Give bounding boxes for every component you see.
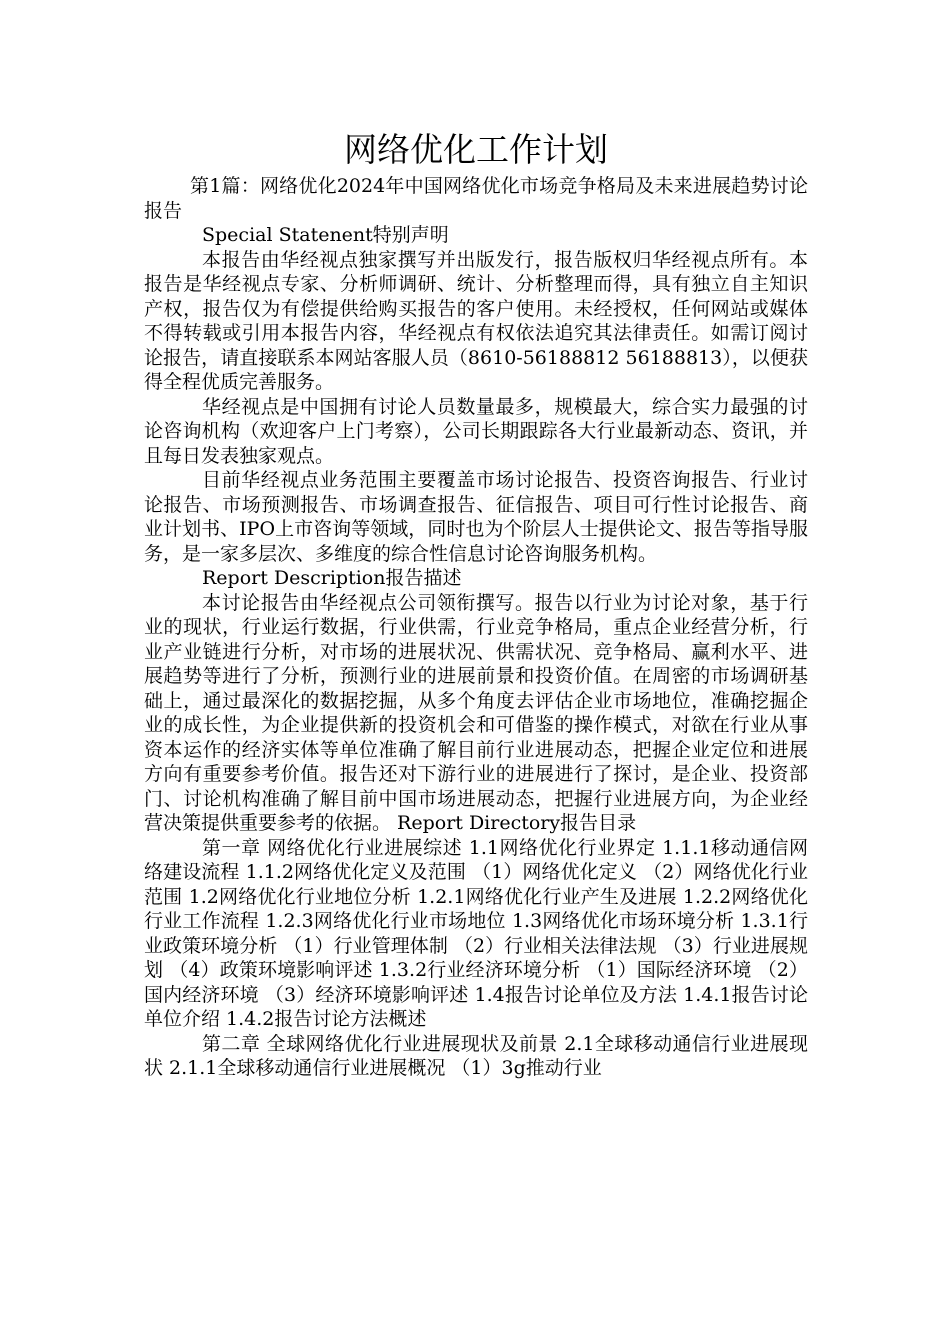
paragraph-chapter-1: 第一章 网络优化行业进展综述 1.1网络优化行业界定 1.1.1移动通信网络建设流程 1.1.2网络优化定义及范围 （1）网络优化定义 （2）网络优化行业范围 1.2网络优化行业地位分析 1.2.1网络优化行业产生及进展 1.2.2网络优化行业工作流程 1.2.3网络优化行业市场地位 1.3网络优化市场环境分析 1.3.1行业政策环境分析 （1）行业管理体制 （2）行业相关法律法规 （3）行业进展规划 （4）政策环境影响评述 1.3.2行业经济环境分析 （1）国际经济环境 （2）国内经济环境 （3）经济环境影响评述 1.4报告讨论单位及方法 1.4.1报告讨论单位介绍 1.4.2报告讨论方法概述: [144, 836, 808, 1030]
paragraph-company: 华经视点是中国拥有讨论人员数量最多，规模最大，综合实力最强的讨论咨询机构（欢迎客户上门考察），公司长期跟踪各大行业最新动态、资讯，并且每日发表独家观点。: [144, 395, 808, 467]
paragraph-description: 本讨论报告由华经视点公司领衔撰写。报告以行业为讨论对象，基于行业的现状，行业运行数据，行业供需，行业竞争格局，重点企业经营分析，行业产业链进行分析，对市场的进展状况、供需状况、竞争格局、赢利水平、进展趋势等进行了分析，预测行业的进展前景和投资价值。在周密的市场调研基础上，通过最深化的数据挖掘，从多个角度去评估企业市场地位，准确挖掘企业的成长性，为企业提供新的投资机会和可借鉴的操作模式，对欲在行业从事资本运作的经济实体等单位准确了解目前行业进展动态，把握企业定位和进展方向有重要参考价值。报告还对下游行业的进展进行了探讨，是企业、投资部门、讨论机构准确了解目前中国市场进展动态，把握行业进展方向，为企业经营决策提供重要参考的依据。 Report Directory报告目录: [144, 591, 808, 834]
paragraph-statement: 本报告由华经视点独家撰写并出版发行，报告版权归华经视点所有。本报告是华经视点专家、分析师调研、统计、分析整理而得，具有独立自主知识产权，报告仅为有偿提供给购买报告的客户使用。未经授权，任何网站或媒体不得转载或引用本报告内容，华经视点有权依法追究其法律责任。如需订阅讨论报告，请直接联系本网站客服人员（8610-56188812 56188813），以便获得全程优质完善服务。: [144, 248, 808, 393]
part-heading: 第1篇：网络优化2024年中国网络优化市场竞争格局及未来进展趋势讨论报告: [144, 175, 808, 222]
paragraph-chapter-2: 第二章 全球网络优化行业进展现状及前景 2.1全球移动通信行业进展现状 2.1.1全球移动通信行业进展概况 （1）3g推动行业: [144, 1032, 808, 1079]
paragraph-business: 目前华经视点业务范围主要覆盖市场讨论报告、投资咨询报告、行业讨论报告、市场预测报告、市场调查报告、征信报告、项目可行性讨论报告、商业计划书、IPO上市咨询等领域，同时也为个阶层人士提供论文、报告等指导服务，是一家多层次、多维度的综合性信息讨论咨询服务机构。: [144, 469, 808, 565]
report-description-heading: Report Description报告描述: [202, 567, 462, 589]
document-title: 网络优化工作计划: [344, 130, 608, 169]
document-page: [144, 128, 808, 1081]
special-statement-heading: Special Statenent特别声明: [202, 224, 449, 246]
